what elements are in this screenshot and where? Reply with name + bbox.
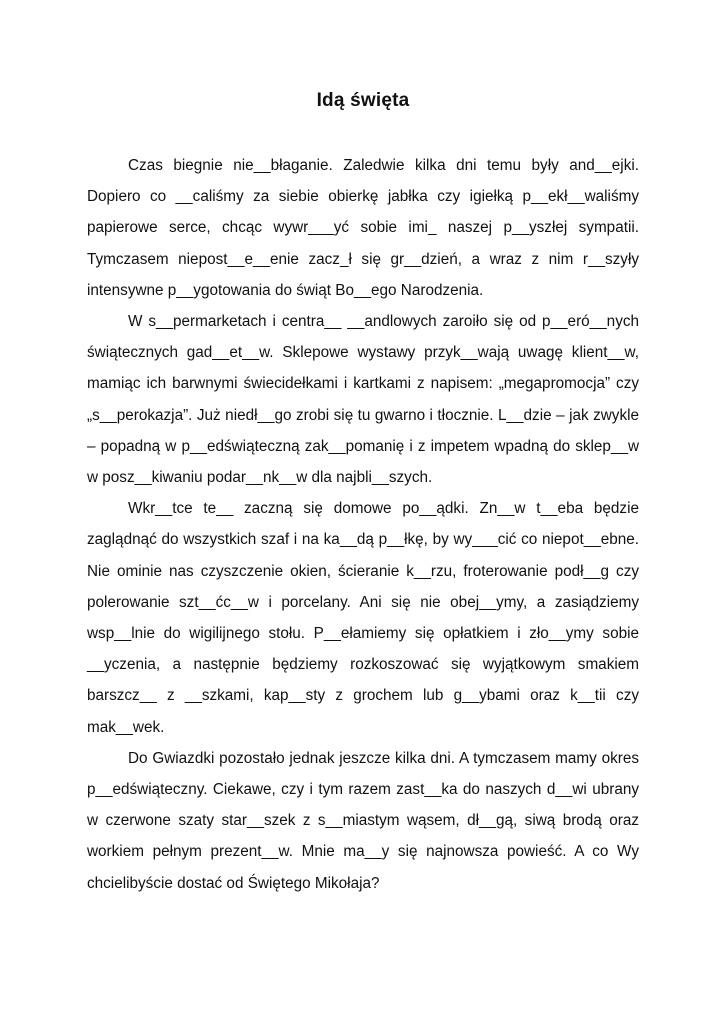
paragraph-4: Do Gwiazdki pozostało jednak jeszcze kilka dni. A tymczasem mamy okres p__edświąteczny. Ciekawe, czy i tym razem zast__ka do naszych d__wi ubrany w czerwone szaty star__szek z s__miastym wąsem, dł__gą, siwą brodą oraz workiem pełnym prezent__w. Mnie ma__y się najnowsza powieść. A co Wy chcielibyście dostać od Świętego Mikołaja? [87, 749, 639, 892]
document-body [87, 150, 639, 899]
document-title: Idą święta [316, 90, 410, 111]
paragraph-1: Czas biegnie nie__błaganie. Zaledwie kilka dni temu były and__ejki. Dopiero co __caliśmy za siebie obierkę jabłka czy igiełką p__ekł__waliśmy papierowe serce, chcąc wywr___yć sobie imi_ naszej p__yszłej sympatii. Tymczasem niepost__e__enie zacz_ł się gr__dzień, a wraz z nim r__szyły intensywne p__ygotowania do świąt Bo__ego Narodzenia. [87, 157, 639, 299]
paragraph-3: Wkr__tce te__ zaczną się domowe po__ądki. Zn__w t__eba będzie zaglądnąć do wszystkich szaf i na ka__dą p__łkę, by wy___cić co niepot__ebne. Nie ominie nas czyszczenie okien, ścieranie k__rzu, froterowanie podł__g czy polerowanie szt__ćc__w i porcelany. Ani się nie obej__ymy, a zasiądziemy wsp__lnie do wigilijnego stołu. P__ełamiemy się opłatkiem i zło__ymy sobie __yczenia, a następnie będziemy rozkoszować się wyjątkowym smakiem barszcz__ z __szkami, kap__sty z grochem lub g__ybami oraz k__tii czy mak__wek. [87, 500, 639, 736]
paragraph-2: W s__permarketach i centra__ __andlowych zaroiło się od p__eró__nych świątecznych gad__et__w. Sklepowe wystawy przyk__wają uwagę klient__w, mamiąc ich barwnymi świecidełkami i kartkami z napisem: „megapromocja” czy „s__perokazja”. Już niedł__go zrobi się tu gwarno i tłocznie. L__dzie – jak zwykle – popadną w p__edświąteczną zak__pomanię i z impetem wpadną do sklep__w w posz__kiwaniu podar__nk__w dla najbli__szych. [87, 313, 639, 487]
